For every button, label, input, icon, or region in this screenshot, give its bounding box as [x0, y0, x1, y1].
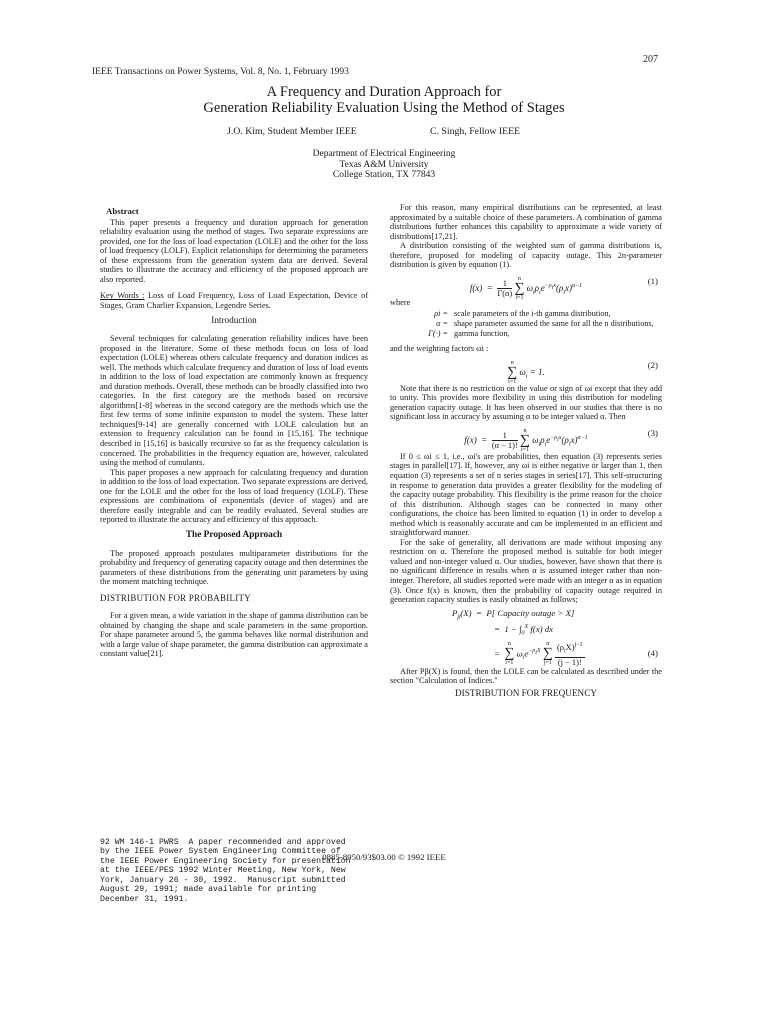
abstract-heading: Abstract: [106, 206, 139, 216]
eq3-sum-icon: n ∑ i=1: [519, 427, 530, 453]
equation-4-line-1: $P_\beta(X) = P$[ Capacity outage > X]: [452, 607, 575, 621]
paper-title: [0, 84, 768, 116]
proposed-paragraph-1: The proposed approach postulates multiparameter distributions for the probability and frequency of generating capacity outage and then determines the parameters of these distributions from the generating unit parameters by using the moment matching technique.: [100, 548, 368, 587]
right-column: [390, 203, 662, 698]
affiliation: [0, 149, 768, 181]
weighting-label: and the weighting factors ωi :: [390, 344, 489, 354]
equation-4-line-3: = n ∑ i=1 $\omega_ie^{-\rho_iX}$ α ∑ j=1 $\frac{(\rho_iX)^{j-1}}{(j - 1)!}$: [494, 640, 583, 667]
manuscript-footnote: 92 WM 146-1 PWRS A paper recommended and approved by the IEEE Power System Engineering Committee of the IEEE Power Engineering Society for presentation at the IEEE/PES 1992 Winter Meeting, New York, New York, January 26 - 30, 1992. Manuscript submitted August 29, 1991; made available for printing December 31, 1991.: [100, 838, 351, 904]
proposed-heading: The Proposed Approach: [185, 529, 283, 540]
issn-copyright: 0885-8950/93$03.00 © 1992 IEEE: [322, 852, 446, 862]
keywords-text: Loss of Load Frequency, Loss of Load Expectation, Device of Stages, Gram Charlier Expansion, Legendre Series.: [100, 291, 369, 310]
left-column: [100, 207, 368, 659]
title-line-2: Generation Reliability Evaluation Using the Method of Stages: [203, 100, 565, 116]
eq3-fraction: $\frac{1}{(\alpha - 1)!}$: [491, 430, 518, 451]
proposed-paragraph-2: For a given mean, a wide variation in the shape of gamma distribution can be obtained by changing the shape and scale parameters in the same proportion. For shape parameter around 5, the gamma behaves like normal distribution and with a large value of shape parameter, the gamma distribution can approximate a constant value[21].: [100, 611, 368, 659]
title-line-1: A Frequency and Duration Approach for: [266, 84, 502, 100]
author-singh: C. Singh, Fellow IEEE: [430, 126, 521, 137]
intro-heading: Introduction: [211, 315, 257, 326]
right-paragraph-1: For this reason, many empirical distributions can be represented, at least approximated by a suitable choice of these parameters. A combination of gamma distributions further enhances this capability to approximate a wide variety of distributions[17,21].: [390, 203, 662, 241]
definition-text: gamma function,: [454, 328, 510, 338]
right-paragraph-4: If 0 ≤ ωi ≤ 1, i.e., ωi's are probabilities, then equation (3) represents series stages in parallel[17]. If, however, any ωi is either negative or larger than 1, then equation (3) represents a set of n series stages in series[17]. This self-structuring in response to generation data provides a greater flexibility for the modeling of the capacity outage probability. This flexibility is the prime reason for the choice of this distribution. Although stages can be connected in many other configurations, the choice has been limited to equation (1) in order to develop a method which is reasonably accurate and can be implemented in an efficient and straightforward manner.: [390, 451, 662, 538]
definition-alpha: [390, 319, 662, 329]
right-paragraph-5: For the sake of generality, all derivations are made without imposing any restriction on α. Therefore the proposed method is suitable for both integer valued and non-integer valued α. Our studies, however, have shown that there is no significant difference in results when α is assumed integer rather than non-integer. Therefore, all studies reported were made with an integer α as in equation (3). Once f(x) is known, then the probability of capacity outage required in generation capacity studies is easily obtained as follows;: [390, 537, 662, 605]
definition-symbol: Γ(·) =: [428, 328, 448, 338]
definition-text: shape parameter assumed the same for all the n distributions,: [454, 318, 654, 328]
definition-symbol: ρi =: [434, 309, 448, 319]
affiliation-dept: Department of Electrical Engineering: [312, 149, 456, 159]
affiliation-city: College Station, TX 77843: [332, 170, 436, 181]
eq1-sum-icon: n ∑ i=1: [514, 275, 525, 301]
eq4-fraction: $\frac{(\rho_iX)^{j-1}}{(j - 1)!}$: [557, 641, 583, 667]
equation-2: [390, 354, 662, 385]
author-kim: J.O. Kim, Student Member IEEE: [227, 126, 357, 137]
definition-text: scale parameters of the i-th gamma distribution,: [454, 309, 611, 319]
equation-1-number: (1): [647, 275, 658, 286]
right-paragraph-2: A distribution consisting of the weighted sum of gamma distributions is, therefore, proposed for modeling of capacity outage. This 2n-parameter distribution is given by equation (1).: [390, 241, 662, 270]
right-paragraph-6: After Pβ(X) is found, then the LOLE can be calculated as described under the section "Calculation of Indices.": [390, 666, 662, 686]
eq4-sum-icon: n ∑ i=1: [504, 640, 515, 666]
distribution-frequency-heading: DISTRIBUTION FOR FREQUENCY: [455, 687, 597, 698]
equation-4: [390, 605, 662, 667]
equation-4-line-2: = $1 - \int_0^X$ f(x) dx: [494, 623, 554, 637]
eq1-fraction: $\frac{1}{\Gamma(\alpha)}$: [497, 278, 513, 299]
definition-symbol: α =: [436, 318, 448, 328]
intro-paragraph-1: Several techniques for calculating generation reliability indices have been proposed in the literature. Some of these methods focus on loss of load expectation (LOLE) whereas others calculate frequency and duration indices as well. The methods which calculate frequency and duration of loss of load events in addition to the loss of load expectation are commonly known as frequency and duration methods. Overall, these methods can be broadly classified into two categories. In the first category are the methods based on recursive algorithms[1-8] whereas in the second category are the methods which use the first few terms of some infinite expansion to model the system. These latter techniques[9-14] are generally concerned with LOLE calculation but an extension to frequency calculation can be found in [15,16]. The technique described in [15,16] is basically recursive so far as the frequency calculation is concerned. The probabilities in the frequency equation are, however, calculated using the method of cumulants.: [100, 334, 368, 468]
equation-4-number: (4): [647, 647, 658, 658]
equation-1: [390, 270, 662, 301]
journal-citation: IEEE Transactions on Power Systems, Vol. 8, No. 1, February 1993: [92, 67, 349, 77]
equation-2-body: n ∑ i=1 $\omega_i = 1$.: [507, 359, 545, 385]
definition-gamma: [390, 329, 662, 339]
distribution-probability-heading: DISTRIBUTION FOR PROBABILITY: [100, 592, 251, 603]
definition-rho: [390, 309, 662, 319]
equation-3-body: f(x) = $\frac{1}{(\alpha - 1)!}$ n ∑ i=1 $\omega_i\rho_ie^{-\rho_ix}(\rho_ix)^{\alpha-1}$: [464, 427, 588, 453]
intro-paragraph-2: This paper proposes a new approach for calculating frequency and duration in addition to the loss of load expectation. Two separate expressions are derived, one for the LOLE and the other for the loss of load frequency (LOLF). These expressions are combinations of exponentials (device of stages) and are therefore easily integrable and can be readily evaluated. Several studies are reported to illustrate the accuracy and efficiency of this approach.: [100, 467, 368, 525]
where-label: where: [390, 297, 411, 307]
eq4-inner-sum-icon: α ∑ j=1: [542, 640, 553, 666]
page-number: 207: [643, 54, 658, 65]
abstract-text: This paper presents a frequency and duration approach for generation reliability evaluation using the method of stages. Two separate expressions are provided, one for the loss of load expectation (LOLE) and the other for the loss of load frequency (LOLF). Explicit relationships for determining the parameters of these expressions from the generation system data are derived. Several studies to illustrate the accuracy and efficiency of the proposed approach are also reported.: [100, 217, 368, 284]
keywords-label: Key Words :: [100, 291, 145, 301]
affiliation-univ: Texas A&M University: [339, 159, 429, 170]
right-paragraph-3: Note that there is no restriction on the value or sign of ωi except that they add to unity. This provides more flexibility in using this distribution for modeling generation capacity outage. It has been observed in our studies that there is no significant loss in accuracy by assuming α to be integer valued α. Then: [390, 383, 662, 422]
equation-2-number: (2): [647, 359, 658, 370]
eq2-sum-icon: n ∑ i=1: [507, 359, 518, 385]
equation-3: [390, 422, 662, 453]
equation-3-number: (3): [647, 427, 658, 438]
keywords: [100, 291, 368, 310]
equation-1-body: f(x) = $\frac{1}{\Gamma(\alpha)}$ n ∑ i=1 $\omega_i\rho_ie^{-\rho_ix}(\rho_ix)^{\alpha-1}$: [469, 275, 583, 301]
